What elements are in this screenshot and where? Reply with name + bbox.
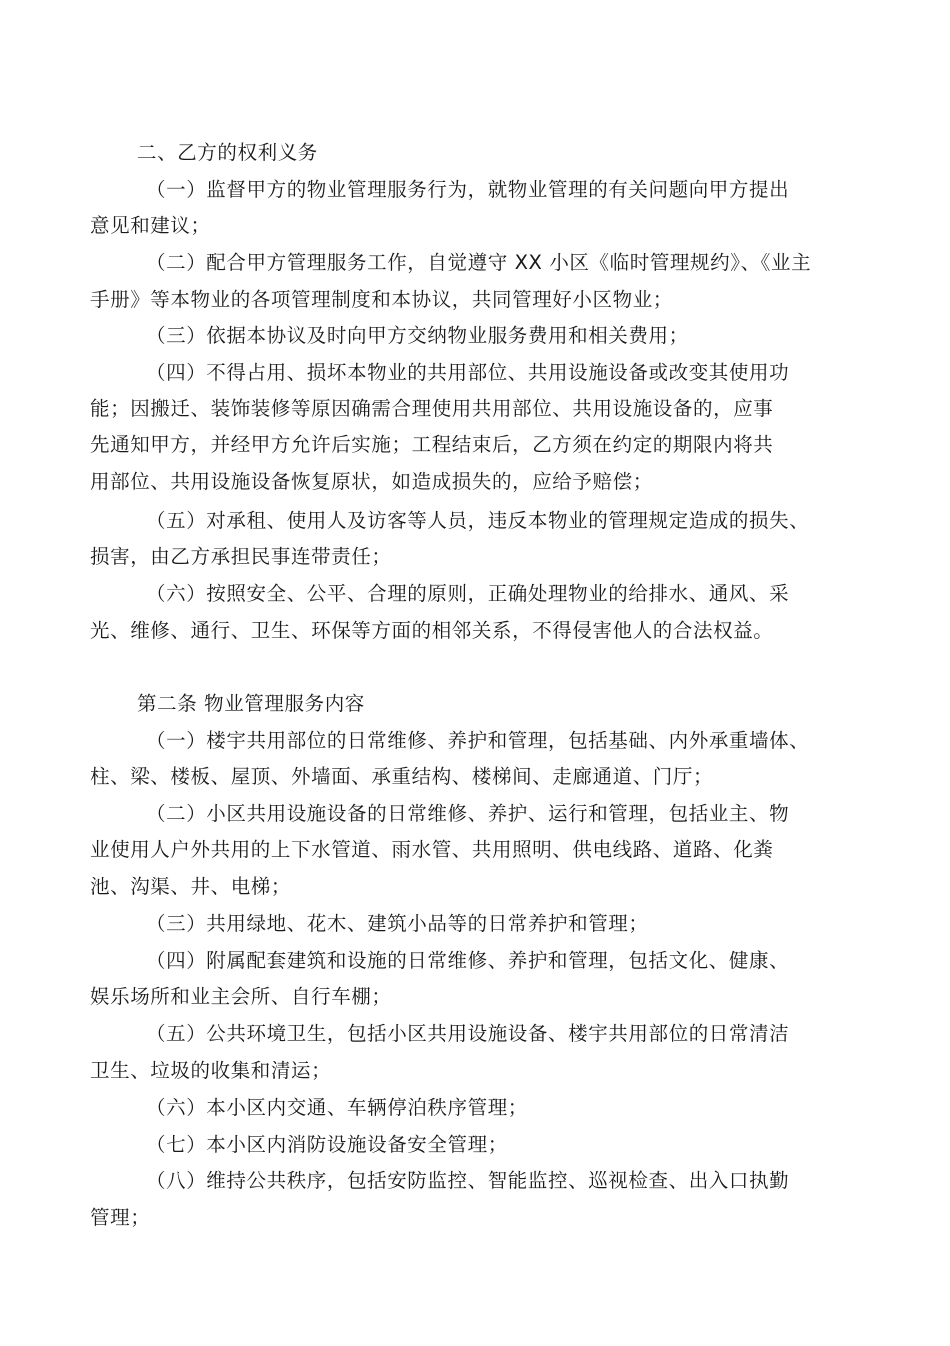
section-heading: 二、乙方的权利义务 [137,141,318,164]
paragraph-line: （三）依据本协议及时向甲方交纳物业服务费用和相关费用； [146,324,689,347]
paragraph-line: 柱、梁、楼板、屋顶、外墙面、承重结构、楼梯间、走廊通道、门厅； [90,765,714,788]
paragraph-line: （一）监督甲方的物业管理服务行为，就物业管理的有关问题向甲方提出 [146,178,790,201]
paragraph-line: （六）本小区内交通、车辆停泊秩序管理； [146,1096,528,1119]
paragraph-line: （三）共用绿地、花木、建筑小品等的日常养护和管理； [146,912,649,935]
paragraph-line: （一）楼宇共用部位的日常维修、养护和管理，包括基础、内外承重墙体、 [146,729,810,752]
paragraph-line: （五）对承租、使用人及访客等人员，违反本物业的管理规定造成的损失、 [146,509,810,532]
paragraph-line: 先通知甲方，并经甲方允许后实施；工程结束后，乙方须在约定的期限内将共 [90,433,774,456]
paragraph-line: 池、沟渠、井、电梯； [90,875,292,898]
paragraph-line: （八）维持公共秩序，包括安防监控、智能监控、巡视检查、出入口执勤 [146,1169,790,1192]
paragraph-line: 用部位、共用设施设备恢复原状，如造成损失的，应给予赔偿； [90,470,653,493]
paragraph-line: （二）小区共用设施设备的日常维修、养护、运行和管理，包括业主、物 [146,802,790,825]
paragraph-line: （五）公共环境卫生，包括小区共用设施设备、楼宇共用部位的日常清洁 [146,1022,790,1045]
paragraph-line: 娱乐场所和业主会所、自行车棚； [90,985,392,1008]
paragraph-line: 光、维修、通行、卫生、环保等方面的相邻关系，不得侵害他人的合法权益。 [90,619,774,642]
paragraph-line: （二）配合甲方管理服务工作，自觉遵守 XX 小区《临时管理规约》、《业主 [146,251,812,274]
paragraph-line: （四）附属配套建筑和设施的日常维修、养护和管理，包括文化、健康、 [146,949,790,972]
paragraph-line: 损害，由乙方承担民事连带责任； [90,545,392,568]
paragraph-line: （四）不得占用、损坏本物业的共用部位、共用设施设备或改变其使用功 [146,361,790,384]
paragraph-line: 意见和建议； [90,214,211,237]
paragraph-line: （六）按照安全、公平、合理的原则，正确处理物业的给排水、通风、采 [146,582,790,605]
paragraph-line: 能；因搬迁、装饰装修等原因确需合理使用共用部位、共用设施设备的，应事 [90,397,774,420]
paragraph-line: 卫生、垃圾的收集和清运； [90,1059,332,1082]
paragraph-line: 手册》等本物业的各项管理制度和本协议，共同管理好小区物业； [90,288,673,311]
paragraph-line: 业使用人户外共用的上下水管道、雨水管、共用照明、供电线路、道路、化粪 [90,838,774,861]
article-heading: 第二条 物业管理服务内容 [137,692,365,715]
paragraph-line: 管理； [90,1206,151,1229]
paragraph-line: （七）本小区内消防设施设备安全管理； [146,1133,508,1156]
